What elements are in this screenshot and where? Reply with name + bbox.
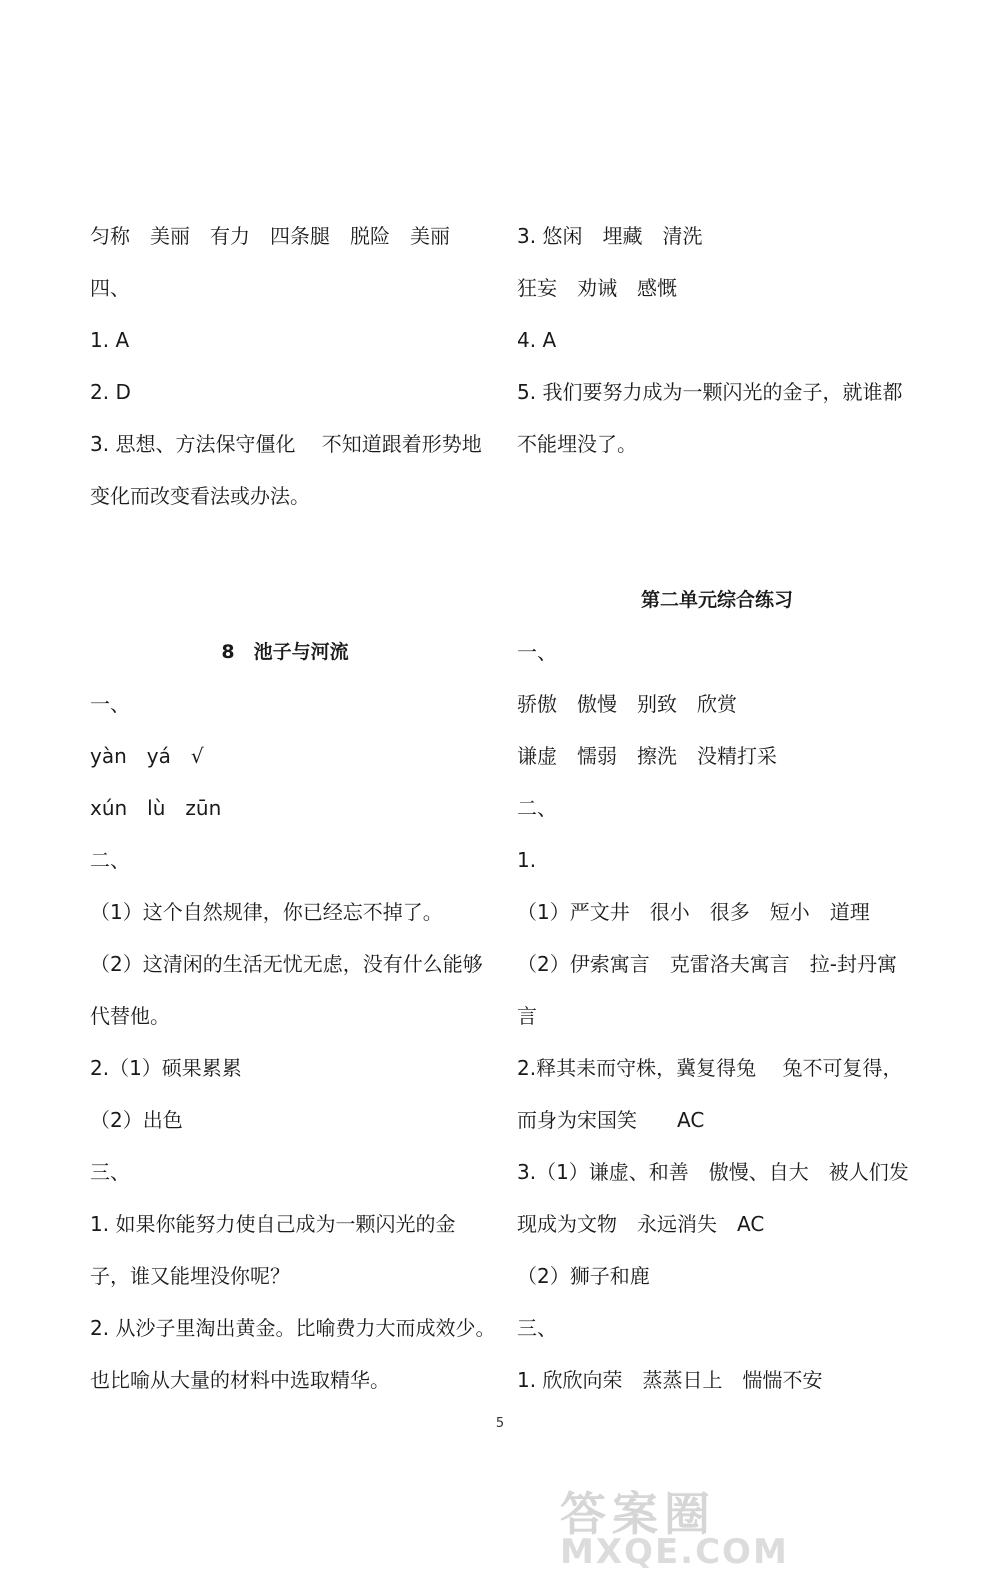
text-line: 匀称 美丽 有力 四条腿 脱险 美丽 — [90, 224, 450, 248]
text-line: 也比喻从大量的材料中选取精华。 — [90, 1368, 390, 1392]
text-line: 子，谁又能埋没你呢？ — [90, 1264, 290, 1288]
text-line: 1. — [517, 848, 537, 872]
watermark-url: MXQE.COM — [560, 1532, 789, 1572]
text-line: 2.（1）硕果累累 — [90, 1056, 242, 1080]
text-line: 变化而改变看法或办法。 — [90, 484, 310, 508]
text-line: 一、 — [90, 692, 130, 716]
text-line: 1. 如果你能努力使自己成为一颗闪光的金 — [90, 1212, 456, 1236]
text-line: 代替他。 — [90, 1004, 170, 1028]
text-line: 二、 — [90, 848, 130, 872]
text-line: 2. 从沙子里淘出黄金。比喻费力大而成效少。 — [90, 1316, 496, 1340]
text-line: 谦虚 懦弱 擦洗 没精打采 — [517, 744, 777, 768]
text-line: 言 — [517, 1004, 537, 1028]
text-line: 骄傲 傲慢 别致 欣赏 — [517, 692, 737, 716]
text-line: 1. A — [90, 328, 130, 352]
text-line: 1. 欣欣向荣 蒸蒸日上 惴惴不安 — [517, 1368, 823, 1392]
text-line: （2）出色 — [90, 1108, 183, 1132]
text-line: （2）狮子和鹿 — [517, 1264, 650, 1288]
text-line: （1）这个自然规律，你已经忘不掉了。 — [90, 900, 443, 924]
watermark — [560, 1478, 990, 1572]
text-line: （2）伊索寓言 克雷洛夫寓言 拉-封丹寓 — [517, 952, 897, 976]
section-title: 8 池子与河流 — [221, 641, 349, 663]
text-line: 现成为文物 永远消失 AC — [517, 1212, 765, 1236]
text-line: 3. 思想、方法保守僵化 不知道跟着形势地 — [90, 432, 482, 456]
text-line: 而身为宋国笑 AC — [517, 1108, 705, 1132]
text-line: （2）这清闲的生活无忧无虑，没有什么能够 — [90, 952, 483, 976]
text-line: 三、 — [90, 1160, 130, 1184]
text-line: 4. A — [517, 328, 557, 352]
text-line: yàn yá √ — [90, 744, 204, 768]
text-line: 2. D — [90, 380, 131, 404]
page-number: 5 — [495, 1416, 505, 1431]
section-title: 第二单元综合练习 — [640, 589, 794, 611]
text-line: 5. 我们要努力成为一颗闪光的金子，就谁都 — [517, 380, 903, 404]
text-line: 三、 — [517, 1316, 557, 1340]
text-line: 四、 — [90, 276, 130, 300]
text-line: 3. 悠闲 埋藏 清洗 — [517, 224, 703, 248]
text-line: xún lù zūn — [90, 796, 222, 820]
watermark-logo: 答案圈 — [560, 1487, 716, 1541]
text-line: 2.释其耒而守株，冀复得兔 兔不可复得， — [517, 1056, 903, 1080]
text-line: 狂妄 劝诫 感慨 — [517, 276, 677, 300]
text-line: 不能埋没了。 — [517, 432, 637, 456]
text-line: 3.（1）谦虚、和善 傲慢、自大 被人们发 — [517, 1160, 909, 1184]
text-line: （1）严文井 很小 很多 短小 道理 — [517, 900, 870, 924]
text-line: 一、 — [517, 640, 557, 664]
text-line: 二、 — [517, 796, 557, 820]
